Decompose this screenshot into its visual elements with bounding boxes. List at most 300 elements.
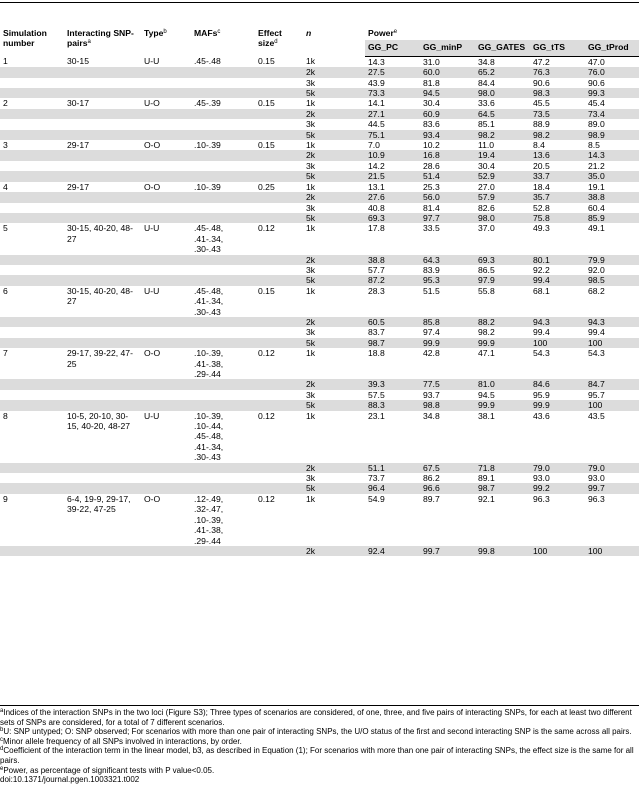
cell-simulation-number: 9 xyxy=(3,493,8,504)
cell-snp-pairs: 30-15 xyxy=(67,56,89,67)
cell-power-value: 82.6 xyxy=(478,202,495,213)
cell-power-value: 75.1 xyxy=(365,130,420,140)
cell-snp-pairs: 10-5, 20-10, 30-15, 40-20, 48-27 xyxy=(67,410,131,432)
cell-simulation-number: 7 xyxy=(3,348,8,359)
cell-mafs xyxy=(191,130,255,140)
table-footnotes xyxy=(0,708,636,785)
cell-type xyxy=(141,463,191,473)
cell-n: 3k xyxy=(306,160,316,171)
cell-power-value: 95.3 xyxy=(420,275,475,285)
cell-simulation-number xyxy=(0,171,64,181)
cell-power-value: 38.1 xyxy=(478,410,495,421)
col-header-simulation: Simulation number xyxy=(3,28,47,49)
table-row xyxy=(0,119,639,129)
cell-effect-size xyxy=(255,317,303,327)
cell-snp-pairs xyxy=(64,390,141,400)
cell-type xyxy=(141,67,191,77)
cell-mafs: .10-.39 xyxy=(194,140,221,151)
cell-type xyxy=(141,265,191,275)
cell-simulation-number xyxy=(0,119,64,129)
cell-power-value: 99.4 xyxy=(530,275,585,285)
cell-snp-pairs xyxy=(64,275,141,285)
cell-n: 2k xyxy=(303,463,365,473)
cell-type xyxy=(141,327,191,337)
cell-mafs xyxy=(191,213,255,223)
cell-simulation-number xyxy=(0,338,64,348)
col-header-gg-tts: GG_tTS xyxy=(530,40,585,56)
cell-power-value: 38.8 xyxy=(365,255,420,265)
table-row xyxy=(0,483,639,493)
cell-mafs xyxy=(191,400,255,410)
cell-effect-size xyxy=(255,88,303,98)
cell-effect-size: 0.15 xyxy=(258,98,275,109)
cell-power-value: 83.6 xyxy=(423,119,440,130)
cell-power-value: 21.5 xyxy=(365,171,420,181)
cell-power-value: 52.9 xyxy=(475,171,530,181)
cell-power-value: 79.9 xyxy=(585,255,639,265)
cell-snp-pairs xyxy=(64,379,141,389)
cell-power-value: 27.5 xyxy=(365,67,420,77)
table-row xyxy=(0,203,639,213)
table-row xyxy=(0,67,639,77)
cell-mafs xyxy=(191,203,255,213)
cell-type xyxy=(141,203,191,213)
cell-power-value: 99.3 xyxy=(585,88,639,98)
cell-simulation-number xyxy=(0,88,64,98)
cell-n: 1k xyxy=(306,493,316,504)
cell-power-value: 83.7 xyxy=(368,327,385,338)
footnote-a: $^a$Indices of the interaction SNPs in the two loci (Figure S3); Three types of scenarios are considered, of one, three, and five pairs of interacting SNPs, for each at least two different sets of SNPs are considered, for a total of 7 different scenarios. xyxy=(0,708,632,727)
cell-power-value: 98.3 xyxy=(530,88,585,98)
cell-power-value: 73.4 xyxy=(585,109,639,119)
cell-effect-size xyxy=(255,327,303,337)
cell-effect-size xyxy=(255,150,303,160)
cell-power-value: 71.8 xyxy=(475,463,530,473)
cell-effect-size: 0.12 xyxy=(258,223,275,234)
cell-power-value: 85.1 xyxy=(478,119,495,130)
cell-power-value: 87.2 xyxy=(365,275,420,285)
col-header-gg-minp: GG_minP xyxy=(420,40,475,56)
cell-snp-pairs xyxy=(64,78,141,88)
cell-type xyxy=(141,546,191,556)
cell-snp-pairs xyxy=(64,171,141,181)
cell-power-value: 76.3 xyxy=(530,67,585,77)
cell-power-value: 98.2 xyxy=(475,130,530,140)
cell-power-value: 98.7 xyxy=(475,483,530,493)
cell-type xyxy=(141,119,191,129)
cell-effect-size xyxy=(255,400,303,410)
cell-power-value: 51.5 xyxy=(423,285,440,296)
col-header-pairs: Interacting SNP-pairs$^a$ xyxy=(67,28,134,49)
cell-type xyxy=(141,379,191,389)
cell-power-value: 94.5 xyxy=(478,389,495,400)
cell-snp-pairs xyxy=(64,67,141,77)
cell-power-value: 73.3 xyxy=(365,88,420,98)
cell-mafs xyxy=(191,88,255,98)
cell-n: 1k xyxy=(306,223,316,234)
cell-power-value: 40.8 xyxy=(368,202,385,213)
cell-power-value: 57.5 xyxy=(368,389,385,400)
cell-simulation-number: 4 xyxy=(3,181,8,192)
cell-effect-size xyxy=(255,390,303,400)
cell-effect-size: 0.12 xyxy=(258,410,275,421)
cell-power-value: 30.4 xyxy=(423,98,440,109)
cell-snp-pairs xyxy=(64,161,141,171)
cell-simulation-number: 8 xyxy=(3,410,8,421)
cell-simulation-number xyxy=(0,473,64,483)
cell-mafs: .10-.39, .41-.38, .29-.44 xyxy=(194,348,224,379)
cell-power-value: 95.7 xyxy=(588,389,605,400)
cell-n: 1k xyxy=(306,98,316,109)
cell-power-value: 10.9 xyxy=(365,150,420,160)
top-rule xyxy=(0,2,639,3)
cell-effect-size: 0.15 xyxy=(258,140,275,151)
cell-power-value: 8.5 xyxy=(588,140,600,151)
cell-simulation-number xyxy=(0,390,64,400)
cell-mafs xyxy=(191,150,255,160)
cell-power-value: 89.1 xyxy=(478,473,495,484)
cell-power-value: 73.7 xyxy=(368,473,385,484)
cell-power-value: 33.5 xyxy=(423,223,440,234)
table-row xyxy=(0,286,639,317)
cell-power-value: 88.9 xyxy=(533,119,550,130)
footnote-d: $^d$Coefficient of the interaction term in the linear model, b3, as described in Equation (1); For scenarios with more than one pair of interacting SNPs, the effect size is the same for all pairs. xyxy=(0,746,634,765)
cell-effect-size xyxy=(255,546,303,556)
cell-power-value: 93.4 xyxy=(420,130,475,140)
cell-snp-pairs xyxy=(64,119,141,129)
cell-power-value: 83.9 xyxy=(423,264,440,275)
cell-power-value: 34.8 xyxy=(478,56,495,67)
cell-power-value: 96.4 xyxy=(365,483,420,493)
cell-simulation-number xyxy=(0,265,64,275)
cell-power-value: 80.1 xyxy=(530,255,585,265)
cell-power-value: 30.4 xyxy=(478,160,495,171)
cell-mafs xyxy=(191,255,255,265)
cell-simulation-number xyxy=(0,400,64,410)
cell-power-value: 99.7 xyxy=(420,546,475,556)
cell-mafs xyxy=(191,463,255,473)
cell-power-value: 34.8 xyxy=(423,410,440,421)
cell-n: 1k xyxy=(306,285,316,296)
cell-power-value: 99.4 xyxy=(533,327,550,338)
cell-power-value: 52.8 xyxy=(533,202,550,213)
cell-power-value: 81.0 xyxy=(475,379,530,389)
table-row xyxy=(0,379,639,389)
cell-power-value: 14.3 xyxy=(585,150,639,160)
cell-snp-pairs xyxy=(64,150,141,160)
cell-n: 2k xyxy=(303,255,365,265)
cell-effect-size xyxy=(255,109,303,119)
cell-simulation-number xyxy=(0,546,64,556)
cell-power-value: 98.2 xyxy=(530,130,585,140)
cell-snp-pairs: 29-17, 39-22, 47-25 xyxy=(67,348,133,369)
bottom-rule xyxy=(0,705,639,706)
cell-n: 5k xyxy=(303,400,365,410)
cell-power-value: 8.4 xyxy=(533,140,545,151)
cell-type xyxy=(141,213,191,223)
cell-snp-pairs xyxy=(64,463,141,473)
cell-simulation-number xyxy=(0,192,64,202)
cell-power-value: 65.2 xyxy=(475,67,530,77)
cell-power-value: 98.0 xyxy=(475,88,530,98)
cell-power-value: 54.3 xyxy=(588,348,605,359)
cell-type xyxy=(141,78,191,88)
cell-power-value: 92.4 xyxy=(365,546,420,556)
cell-power-value: 49.3 xyxy=(533,223,550,234)
table-row xyxy=(0,338,639,348)
cell-power-value: 84.7 xyxy=(585,379,639,389)
cell-mafs xyxy=(191,338,255,348)
cell-power-value: 18.4 xyxy=(533,181,550,192)
cell-simulation-number: 2 xyxy=(3,98,8,109)
cell-power-value: 60.0 xyxy=(420,67,475,77)
table-row xyxy=(0,390,639,400)
cell-power-value: 68.2 xyxy=(588,285,605,296)
cell-effect-size xyxy=(255,483,303,493)
cell-power-value: 57.7 xyxy=(368,264,385,275)
cell-type xyxy=(141,473,191,483)
cell-type xyxy=(141,255,191,265)
cell-power-value: 54.3 xyxy=(533,348,550,359)
cell-mafs: .45-.48 xyxy=(194,56,221,67)
cell-simulation-number xyxy=(0,161,64,171)
cell-power-value: 99.2 xyxy=(530,483,585,493)
cell-power-value: 94.5 xyxy=(420,88,475,98)
cell-snp-pairs xyxy=(64,473,141,483)
cell-power-value: 51.1 xyxy=(365,463,420,473)
table-row xyxy=(0,161,639,171)
cell-snp-pairs xyxy=(64,192,141,202)
col-header-n: n xyxy=(306,28,312,38)
cell-snp-pairs xyxy=(64,255,141,265)
cell-n: 3k xyxy=(306,119,316,130)
cell-simulation-number xyxy=(0,130,64,140)
cell-power-value: 16.8 xyxy=(420,150,475,160)
cell-simulation-number xyxy=(0,483,64,493)
cell-power-value: 55.8 xyxy=(478,285,495,296)
cell-power-value: 67.5 xyxy=(420,463,475,473)
cell-effect-size xyxy=(255,213,303,223)
cell-simulation-number xyxy=(0,78,64,88)
cell-power-value: 97.4 xyxy=(423,327,440,338)
cell-power-value: 47.1 xyxy=(478,348,495,359)
cell-mafs: .12-.49, .32-.47, .10-.39, .41-.38, .29-.44 xyxy=(194,493,224,546)
cell-snp-pairs xyxy=(64,327,141,337)
cell-power-value: 19.4 xyxy=(475,150,530,160)
cell-type: O-O xyxy=(144,348,161,359)
cell-power-value: 64.3 xyxy=(420,255,475,265)
cell-snp-pairs: 29-17 xyxy=(67,140,89,151)
table-row xyxy=(0,98,639,108)
cell-snp-pairs xyxy=(64,130,141,140)
table-row xyxy=(0,140,639,150)
cell-power-value: 92.0 xyxy=(588,264,605,275)
cell-n: 5k xyxy=(303,213,365,223)
cell-n: 1k xyxy=(306,56,316,67)
cell-power-value: 43.6 xyxy=(533,410,550,421)
cell-power-value: 99.9 xyxy=(530,400,585,410)
cell-type: U-U xyxy=(144,285,160,296)
cell-n: 2k xyxy=(303,150,365,160)
cell-n: 2k xyxy=(303,379,365,389)
cell-snp-pairs: 6-4, 19-9, 29-17, 39-22, 47-25 xyxy=(67,493,131,515)
cell-simulation-number xyxy=(0,463,64,473)
cell-type xyxy=(141,161,191,171)
cell-power-value: 68.1 xyxy=(533,285,550,296)
cell-power-value: 77.5 xyxy=(420,379,475,389)
cell-power-value: 47.2 xyxy=(533,56,550,67)
cell-mafs xyxy=(191,67,255,77)
cell-power-value: 92.1 xyxy=(478,493,495,504)
cell-power-value: 14.2 xyxy=(368,160,385,171)
cell-simulation-number xyxy=(0,275,64,285)
cell-type xyxy=(141,338,191,348)
cell-power-value: 95.9 xyxy=(533,389,550,400)
cell-power-value: 81.8 xyxy=(423,77,440,88)
cell-power-value: 99.7 xyxy=(585,483,639,493)
cell-type: U-U xyxy=(144,56,160,67)
cell-power-value: 98.8 xyxy=(420,400,475,410)
cell-power-value: 39.3 xyxy=(365,379,420,389)
cell-power-value: 99.8 xyxy=(475,546,530,556)
col-header-power: Power$^e$ xyxy=(368,28,398,38)
cell-mafs: .45-.48, .41-.34, .30-.43 xyxy=(194,285,224,317)
cell-power-value: 19.1 xyxy=(588,181,605,192)
cell-mafs xyxy=(191,483,255,493)
cell-power-value: 54.9 xyxy=(368,493,385,504)
cell-power-value: 86.5 xyxy=(478,264,495,275)
cell-simulation-number xyxy=(0,109,64,119)
cell-power-value: 13.6 xyxy=(530,150,585,160)
cell-power-value: 13.1 xyxy=(368,181,385,192)
cell-snp-pairs: 29-17 xyxy=(67,181,89,192)
cell-simulation-number: 3 xyxy=(3,140,8,151)
cell-mafs xyxy=(191,265,255,275)
cell-snp-pairs xyxy=(64,213,141,223)
cell-mafs xyxy=(191,317,255,327)
cell-snp-pairs xyxy=(64,483,141,493)
cell-power-value: 45.4 xyxy=(588,98,605,109)
cell-type xyxy=(141,317,191,327)
col-header-type: Type$^b$ xyxy=(144,28,167,38)
table-head xyxy=(0,26,639,56)
cell-mafs: .10-.39, .10-.44, .45-.48, .41-.34, .30-.43 xyxy=(194,410,224,463)
cell-power-value: 57.9 xyxy=(475,192,530,202)
cell-n: 3k xyxy=(306,77,316,88)
cell-n: 3k xyxy=(306,473,316,484)
cell-power-value: 69.3 xyxy=(365,213,420,223)
cell-power-value: 28.6 xyxy=(423,160,440,171)
cell-type xyxy=(141,109,191,119)
cell-power-value: 60.9 xyxy=(420,109,475,119)
cell-effect-size xyxy=(255,161,303,171)
table-row xyxy=(0,223,639,254)
cell-power-value: 98.9 xyxy=(585,130,639,140)
cell-snp-pairs xyxy=(64,546,141,556)
cell-n: 1k xyxy=(306,348,316,359)
cell-power-value: 20.5 xyxy=(533,160,550,171)
cell-power-value: 51.4 xyxy=(420,171,475,181)
cell-power-value: 86.2 xyxy=(423,473,440,484)
cell-n: 5k xyxy=(303,338,365,348)
doi-line: doi:10.1371/journal.pgen.1003321.t002 xyxy=(0,775,140,785)
cell-power-value: 42.8 xyxy=(423,348,440,359)
cell-snp-pairs xyxy=(64,317,141,327)
cell-simulation-number xyxy=(0,379,64,389)
footnote-e: $^e$Power, as percentage of significant tests with P value<0.05. xyxy=(0,765,215,775)
cell-power-value: 27.0 xyxy=(478,181,495,192)
table-row xyxy=(0,473,639,483)
cell-n: 3k xyxy=(306,389,316,400)
cell-mafs xyxy=(191,109,255,119)
cell-simulation-number: 5 xyxy=(3,223,8,234)
cell-mafs xyxy=(191,546,255,556)
cell-n: 2k xyxy=(303,546,365,556)
table-row xyxy=(0,265,639,275)
cell-mafs xyxy=(191,327,255,337)
table-row xyxy=(0,275,639,285)
cell-power-value: 96.3 xyxy=(588,493,605,504)
cell-type: U-O xyxy=(144,98,160,109)
cell-snp-pairs: 30-15, 40-20, 48-27 xyxy=(67,285,133,307)
cell-power-value: 88.3 xyxy=(365,400,420,410)
table-row xyxy=(0,348,639,379)
table-row xyxy=(0,411,639,463)
table-row xyxy=(0,192,639,202)
table-row xyxy=(0,327,639,337)
cell-power-value: 21.2 xyxy=(588,160,605,171)
cell-power-value: 14.1 xyxy=(368,98,385,109)
cell-mafs xyxy=(191,379,255,389)
cell-effect-size xyxy=(255,275,303,285)
cell-power-value: 81.4 xyxy=(423,202,440,213)
cell-power-value: 90.6 xyxy=(588,77,605,88)
cell-effect-size: 0.25 xyxy=(258,181,275,192)
col-header-gg-gates: GG_GATES xyxy=(475,40,530,56)
cell-power-value: 93.0 xyxy=(588,473,605,484)
cell-mafs: .45-.48, .41-.34, .30-.43 xyxy=(194,223,224,255)
cell-power-value: 45.5 xyxy=(533,98,550,109)
cell-effect-size xyxy=(255,203,303,213)
cell-type: O-O xyxy=(144,140,161,151)
cell-power-value: 98.0 xyxy=(475,213,530,223)
cell-effect-size xyxy=(255,473,303,483)
cell-power-value: 28.3 xyxy=(368,285,385,296)
cell-power-value: 75.8 xyxy=(530,213,585,223)
cell-power-value: 18.8 xyxy=(368,348,385,359)
cell-n: 3k xyxy=(306,202,316,213)
cell-power-value: 33.7 xyxy=(530,171,585,181)
cell-simulation-number xyxy=(0,203,64,213)
cell-effect-size xyxy=(255,171,303,181)
cell-power-value: 76.0 xyxy=(585,67,639,77)
cell-n: 3k xyxy=(306,327,316,338)
cell-power-value: 7.0 xyxy=(368,140,380,151)
cell-power-value: 14.3 xyxy=(368,56,385,67)
cell-simulation-number xyxy=(0,213,64,223)
cell-power-value: 43.9 xyxy=(368,77,385,88)
cell-power-value: 96.6 xyxy=(420,483,475,493)
cell-n: 1k xyxy=(306,410,316,421)
cell-power-value: 79.0 xyxy=(585,463,639,473)
footnote-c: $^c$Minor allele frequency of all SNPs involved in interactions, by order. xyxy=(0,736,242,746)
cell-effect-size: 0.15 xyxy=(258,56,275,67)
cell-power-value: 35.0 xyxy=(585,171,639,181)
cell-n: 1k xyxy=(306,140,316,151)
cell-power-value: 56.0 xyxy=(420,192,475,202)
col-header-effect: Effect size$^d$ xyxy=(258,28,282,49)
cell-n: 3k xyxy=(306,264,316,275)
